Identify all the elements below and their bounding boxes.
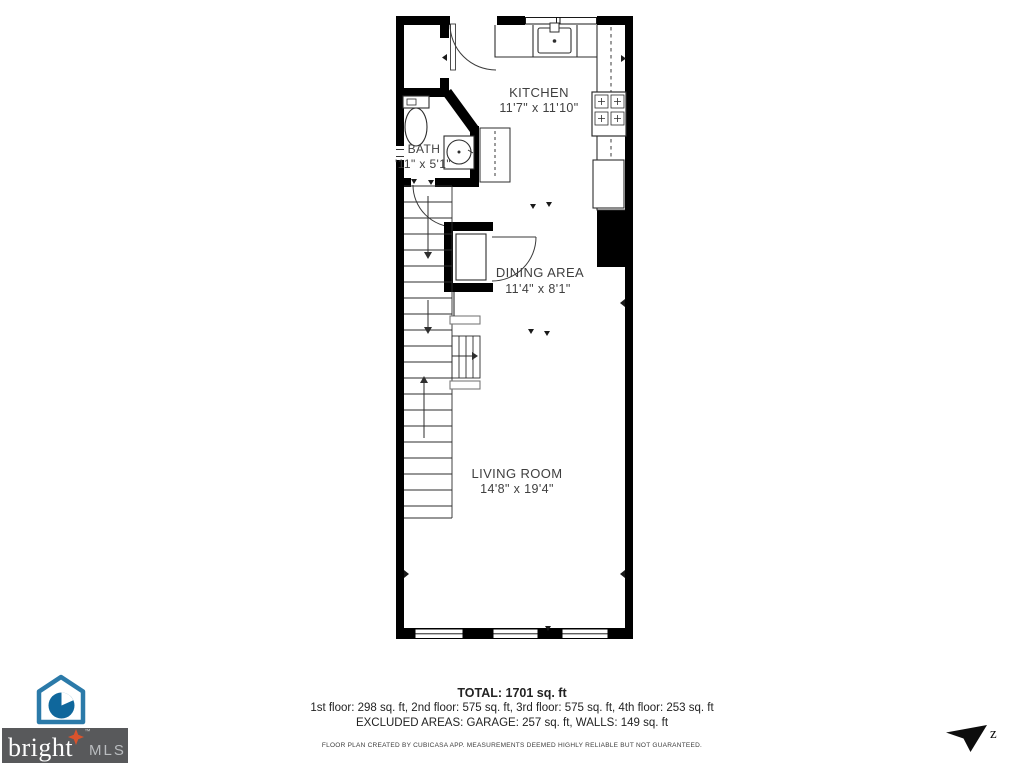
- chimney-block: [597, 210, 633, 267]
- window-top: [525, 16, 597, 25]
- entry-opening: [450, 16, 497, 25]
- pantry-cabinet: [480, 128, 510, 182]
- kitchen-label: KITCHEN: [509, 85, 569, 100]
- bath-label: BATH: [407, 142, 441, 156]
- kitchen-sink: [538, 23, 571, 53]
- floor-plan: [395, 16, 633, 639]
- half-walls: [450, 292, 480, 389]
- dining-dims: 11'4" x 8'1": [505, 282, 571, 296]
- total-area-text: TOTAL: 1701 sq. ft: [457, 686, 567, 700]
- stair-direction-arrows: [420, 196, 432, 438]
- plan-markers: [404, 54, 626, 631]
- side-stairs: [452, 336, 480, 378]
- compass-label: z: [990, 726, 997, 742]
- kitchen-dims: 11'7" x 11'10": [499, 101, 579, 115]
- windows-bottom: [415, 629, 608, 639]
- bath-dims: '11" x 5'1": [395, 157, 451, 171]
- excluded-areas-text: EXCLUDED AREAS: GARAGE: 257 sq. ft, WALLS: 149 sq. ft: [355, 717, 669, 729]
- stove: [592, 92, 626, 136]
- disclaimer-text: FLOOR PLAN CREATED BY CUBICASA APP. MEASUREMENTS DEEMED HIGHLY RELIABLE BUT NOT GUARANTEED.: [321, 742, 703, 749]
- floor-areas-text: 1st floor: 298 sq. ft, 2nd floor: 575 sq. ft, 3rd floor: 575 sq. ft, 4th floor: 253 sq. ft: [310, 702, 714, 714]
- logo-tm: ™: [84, 729, 91, 735]
- logo-brand-text: bright: [8, 733, 74, 762]
- area-summary: [0, 685, 1024, 749]
- refrigerator: [593, 160, 624, 208]
- logo-mls-text: MLS: [89, 742, 126, 759]
- living-dims: 14'8" x 19'4": [480, 482, 554, 496]
- toilet: [403, 96, 429, 146]
- living-label: LIVING ROOM: [471, 466, 563, 481]
- dining-label: DINING AREA: [495, 265, 585, 280]
- entry-door: [450, 24, 496, 70]
- bath-door-swing: [413, 185, 455, 227]
